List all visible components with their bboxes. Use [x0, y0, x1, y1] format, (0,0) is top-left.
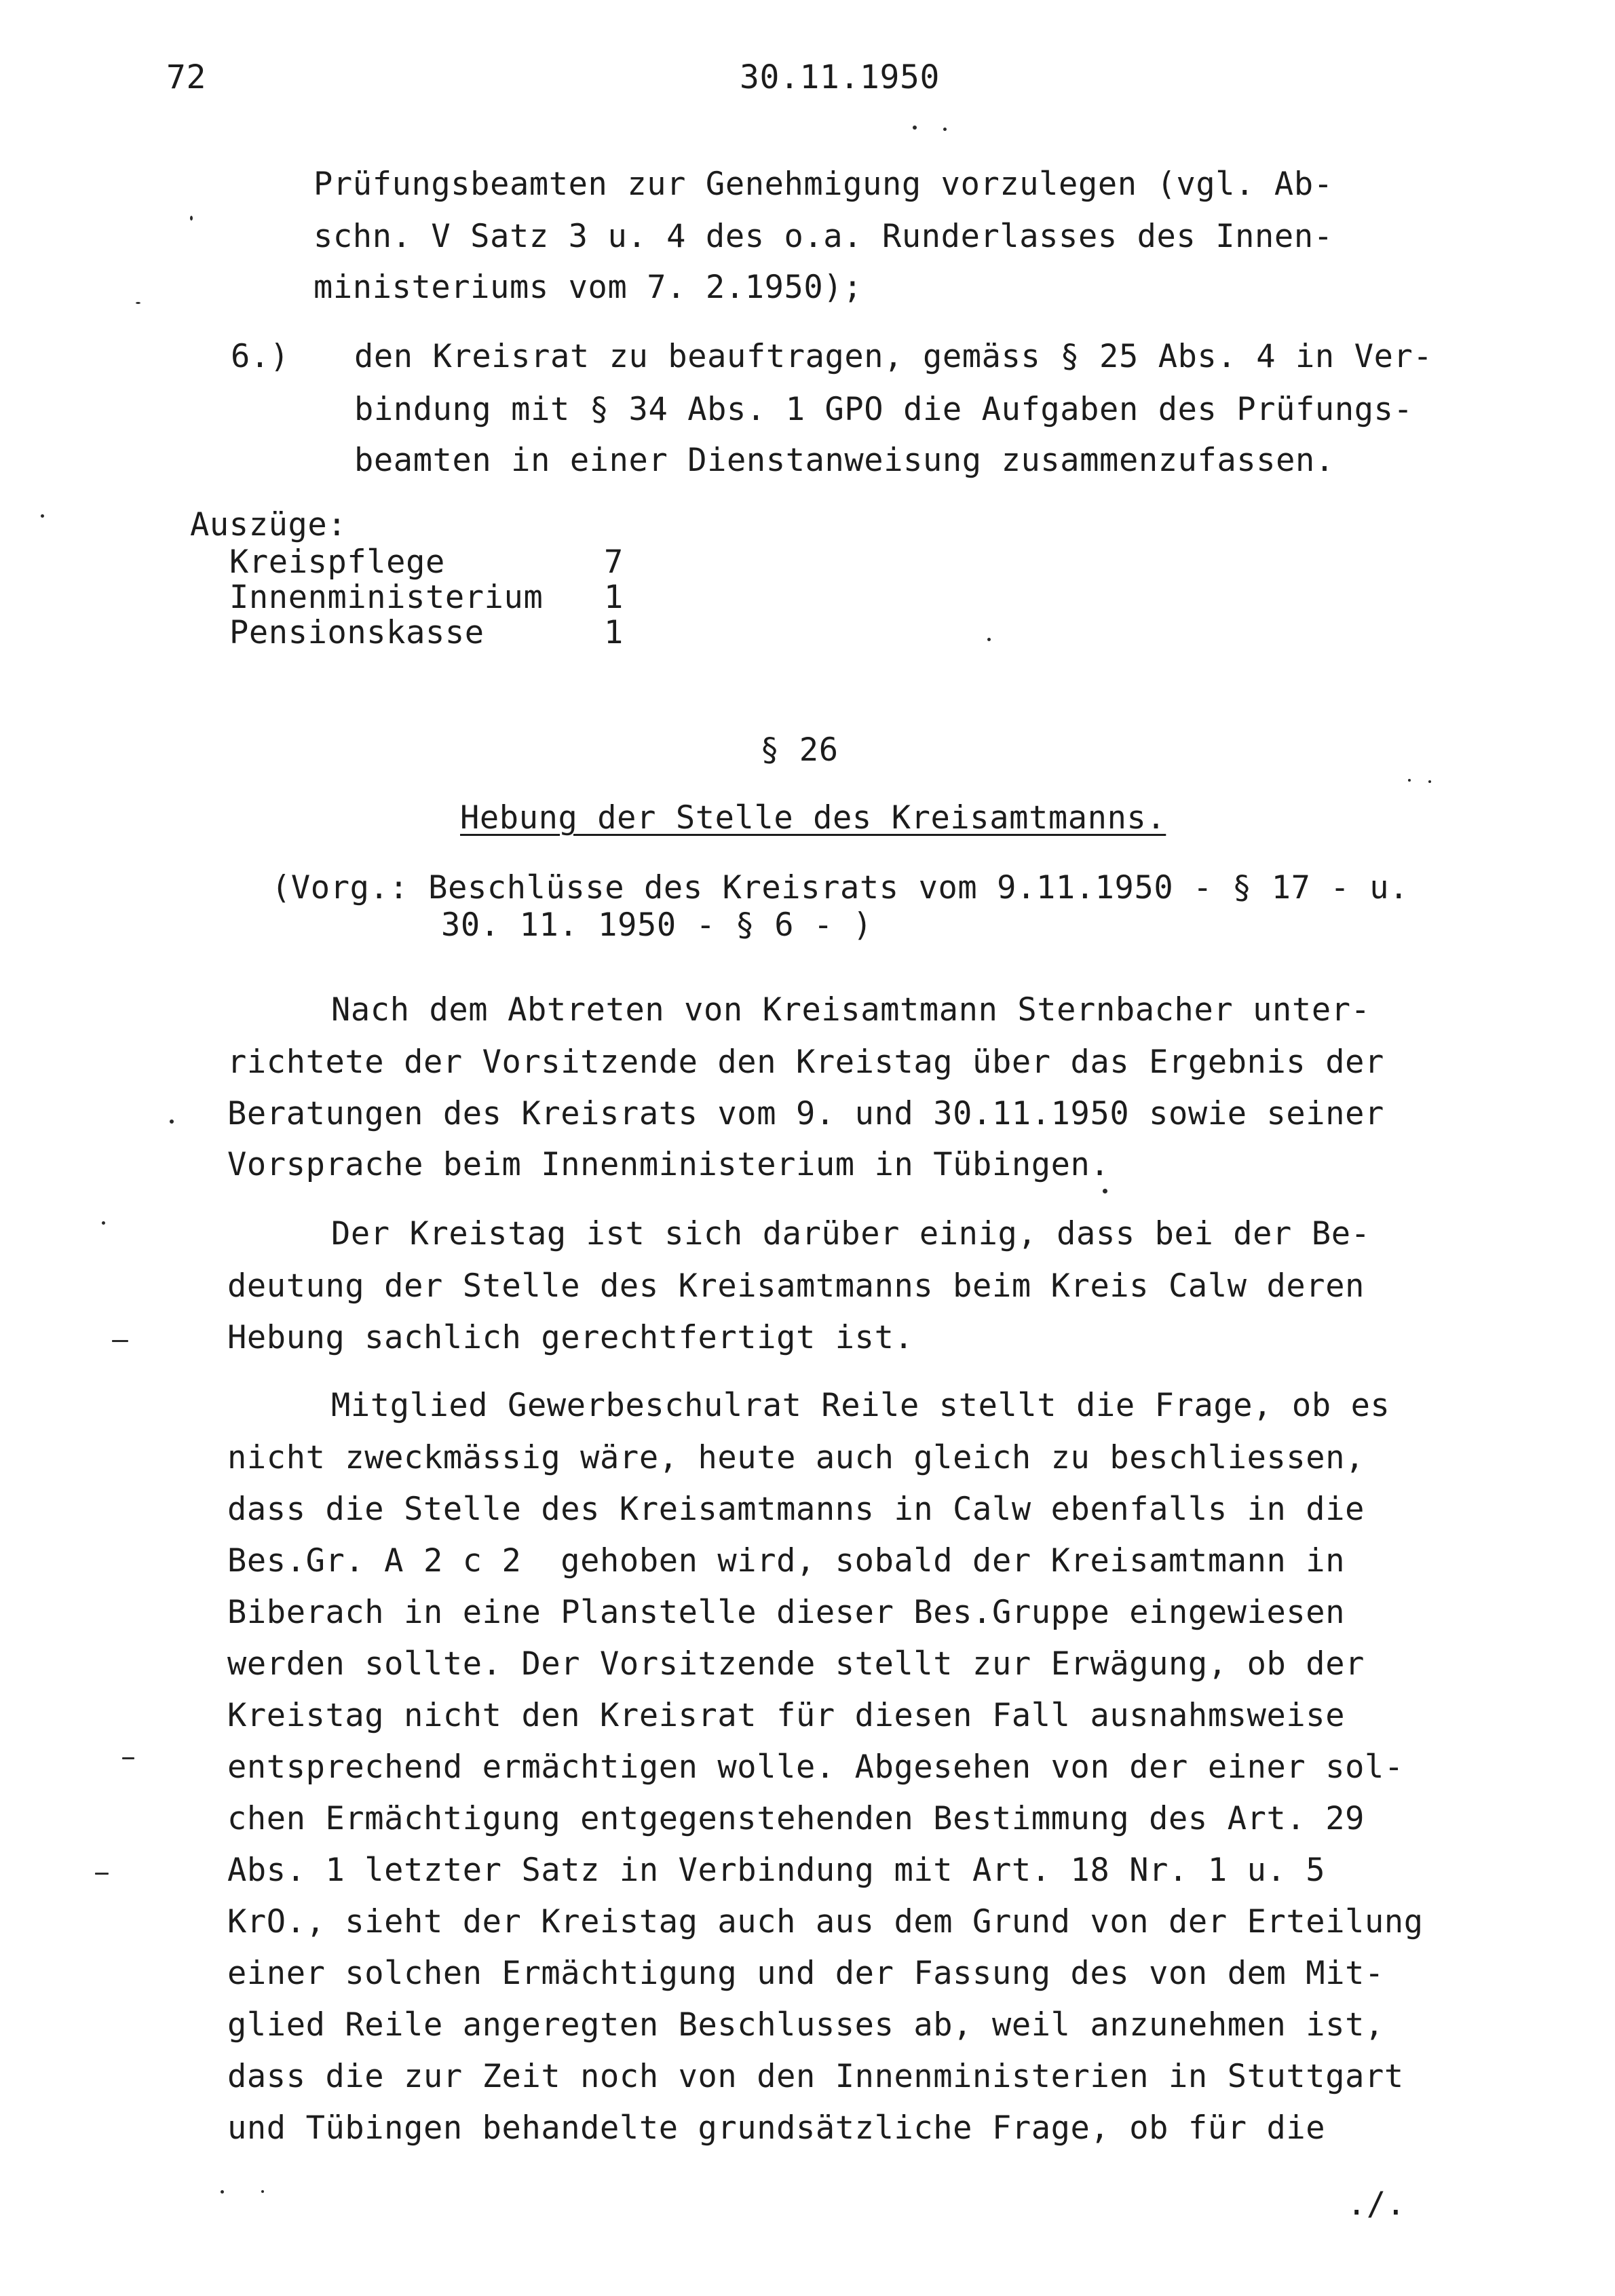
text-line: dass die zur Zeit noch von den Innenministerien in Stuttgart	[227, 2058, 1404, 2095]
text-line: Mitglied Gewerbeschulrat Reile stellt die Frage, ob es	[331, 1387, 1390, 1424]
text-line: Kreistag nicht den Kreisrat für diesen Fall ausnahmsweise	[227, 1697, 1346, 1734]
page-number: 72	[166, 58, 206, 96]
scan-speck	[95, 1873, 109, 1875]
document-date: 30.11.1950	[740, 58, 940, 96]
scan-speck	[112, 1340, 128, 1342]
text-line: werden sollte. Der Vorsitzende stellt zur Erwägung, ob der	[227, 1645, 1365, 1683]
text-line: Bes.Gr. A 2 c 2 gehoben wird, sobald der Kreisamtmann in	[227, 1542, 1346, 1580]
text-line: bindung mit § 34 Abs. 1 GPO die Aufgaben des Prüfungs-	[354, 391, 1413, 428]
text-line: Biberach in eine Planstelle dieser Bes.Gruppe eingewiesen	[227, 1594, 1346, 1631]
text-line: Nach dem Abtreten von Kreisamtmann Sternbacher unter-	[331, 991, 1371, 1029]
excerpt-count: 7	[604, 543, 624, 581]
continuation-mark: ./.	[1347, 2185, 1406, 2223]
scan-speck	[41, 514, 44, 518]
scan-speck	[102, 1221, 105, 1225]
excerpt-count: 1	[604, 579, 624, 616]
text-line: Abs. 1 letzter Satz in Verbindung mit Art. 18 Nr. 1 u. 5	[227, 1852, 1326, 1889]
text-line: glied Reile angeregten Beschlusses ab, weil anzunehmen ist,	[227, 2006, 1384, 2044]
scan-speck	[136, 302, 140, 304]
scan-speck	[190, 216, 193, 221]
text-line: Beratungen des Kreisrats vom 9. und 30.11.1950 sowie seiner	[227, 1095, 1384, 1132]
text-line: Vorsprache beim Innenministerium in Tübingen.	[227, 1146, 1110, 1183]
excerpt-recipient: Pensionskasse	[229, 614, 484, 651]
scan-speck	[987, 638, 991, 641]
excerpts-heading: Auszüge:	[190, 506, 347, 543]
scan-speck	[913, 126, 917, 130]
excerpt-recipient: Kreispflege	[229, 543, 445, 581]
text-line: schn. V Satz 3 u. 4 des o.a. Runderlasses des Innen-	[314, 218, 1333, 255]
text-line: Prüfungsbeamten zur Genehmigung vorzulegen (vgl. Ab-	[314, 166, 1333, 203]
section-number: § 26	[760, 731, 839, 769]
text-line: richtete der Vorsitzende den Kreistag über das Ergebnis der	[227, 1044, 1384, 1081]
text-line: den Kreisrat zu beauftragen, gemäss § 25 Abs. 4 in Ver-	[354, 338, 1433, 375]
text-line: dass die Stelle des Kreisamtmanns in Calw ebenfalls in die	[227, 1491, 1365, 1528]
scan-speck	[1428, 780, 1431, 783]
excerpt-count: 1	[604, 614, 624, 651]
scan-speck	[1408, 779, 1411, 782]
section-title: Hebung der Stelle des Kreisamtmanns.	[460, 799, 1166, 837]
text-line: einer solchen Ermächtigung und der Fassung des von dem Mit-	[227, 1955, 1384, 1992]
scan-speck	[943, 128, 947, 131]
scan-speck	[1103, 1189, 1107, 1193]
section-reference-line: (Vorg.: Beschlüsse des Kreisrats vom 9.11.1950 - § 17 - u.	[271, 869, 1409, 906]
scan-speck	[122, 1757, 134, 1759]
text-line: chen Ermächtigung entgegenstehenden Bestimmung des Art. 29	[227, 1800, 1365, 1837]
text-line: KrO., sieht der Kreistag auch aus dem Grund von der Erteilung	[227, 1903, 1424, 1940]
text-line: nicht zweckmässig wäre, heute auch gleich zu beschliessen,	[227, 1439, 1365, 1476]
text-line: und Tübingen behandelte grundsätzliche Frage, ob für die	[227, 2109, 1326, 2147]
text-line: Der Kreistag ist sich darüber einig, dass bei der Be-	[331, 1215, 1371, 1252]
text-line: Hebung sachlich gerechtfertigt ist.	[227, 1319, 914, 1356]
text-line: entsprechend ermächtigen wolle. Abgesehen von der einer sol-	[227, 1748, 1404, 1786]
scan-speck	[170, 1120, 174, 1124]
excerpt-recipient: Innenministerium	[229, 579, 544, 616]
scan-speck	[261, 2190, 264, 2193]
text-line: ministeriums vom 7. 2.1950);	[314, 269, 863, 306]
text-line: deutung der Stelle des Kreisamtmanns beim Kreis Calw deren	[227, 1267, 1365, 1305]
section-reference-line: 30. 11. 1950 - § 6 - )	[441, 906, 873, 944]
scan-speck	[221, 2190, 224, 2194]
list-item-number: 6.)	[231, 338, 290, 375]
text-line: beamten in einer Dienstanweisung zusammenzufassen.	[354, 442, 1335, 479]
